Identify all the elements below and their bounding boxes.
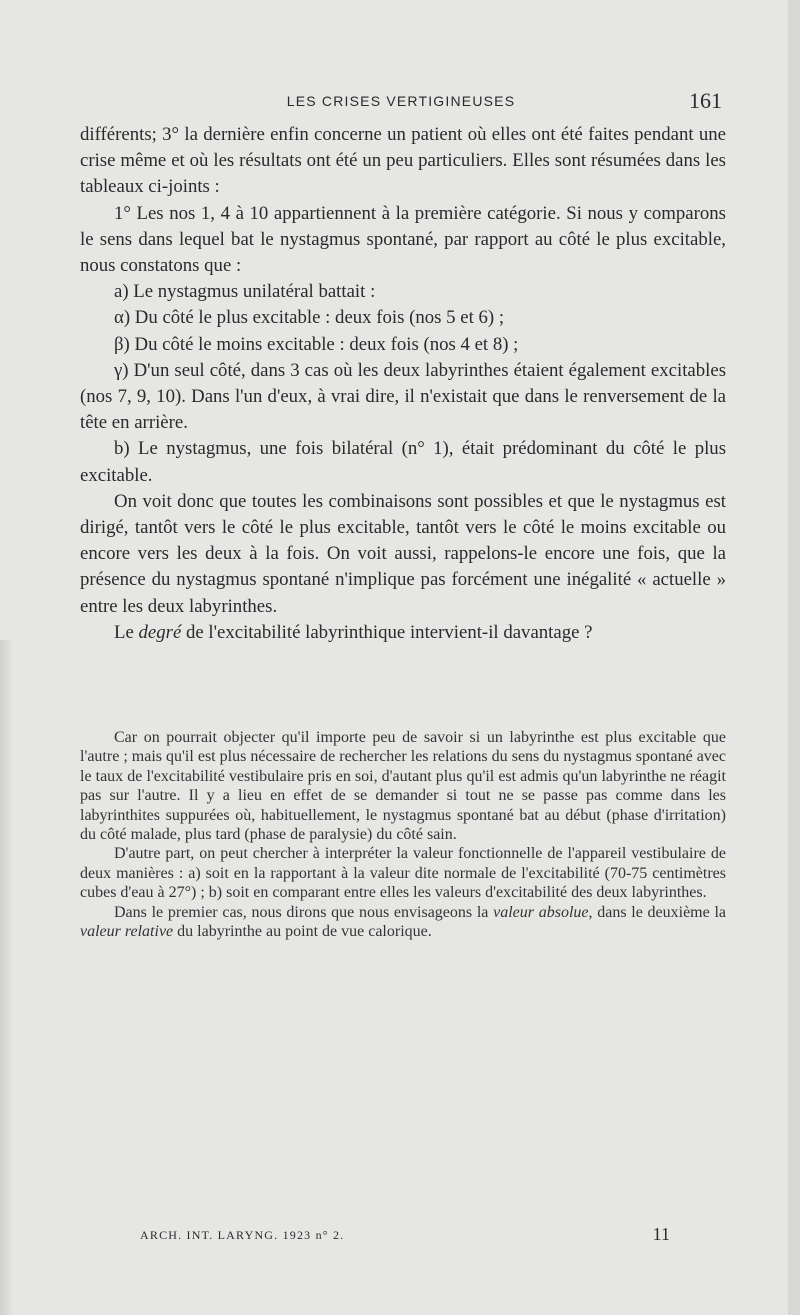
note-2: D'autre part, on peut chercher à interpréter la valeur fonctionnelle de l'appareil vestibulaire de deux manières : a) soit en la rapportant à la valeur dite normale de l'excitabilité (70-75 centimètres cubes d'eau à 27°) ; b) soit en comparant entre elles les valeurs d'excitabilité des deux labyrinthes. — [80, 845, 726, 902]
note-3-end: du labyrinthe au point de vue calorique. — [173, 923, 432, 941]
note-1: Car on pourrait objecter qu'il importe peu de savoir si un labyrinthe est plus excitable que l'autre ; mais qu'il est plus nécessaire de rechercher les relations du sens du nystagmus spontané avec le taux de l'excitabilité vestibulaire pris en soi, d'autant plus qu'il est admis qu'un labyrinthe ne réagit pas sur l'autre. Il y a lieu en effet de se demander si tout ne se passe pas comme dans les labyrinthites suppurées où, habituellement, le nystagmus spontané bat au début (phase d'irritation) du côté malade, plus tard (phase de paralysie) du côté sain. — [80, 729, 726, 844]
item-b: b) Le nystagmus, une fois bilatéral (n° 1), était prédominant du côté le plus excitable. — [80, 438, 726, 486]
item-gamma: γ) D'un seul côté, dans 3 cas où les deux labyrinthes étaient également excitables (nos 7, 9, 10). Dans l'un d'eux, à vrai dire, il n'existait que dans le renversement de la tête en arrière. — [80, 359, 726, 434]
note-3 — [80, 903, 726, 942]
page-footer — [140, 1224, 670, 1248]
item-a: a) Le nystagmus unilatéral battait : — [114, 281, 376, 303]
page-header — [80, 88, 722, 116]
note-3-mid: , dans le deuxième la — [588, 903, 726, 921]
note-3-italic-1: valeur absolue — [493, 903, 589, 921]
notes-section — [80, 728, 726, 941]
note-3-italic-2: valeur relative — [80, 923, 174, 941]
paragraph-2: 1° Les nos 1, 4 à 10 appartiennent à la première catégorie. Si nous y comparons le sens dans lequel bat le nystagmus spontané, par rapport au côté le plus excitable, nous constatons que : — [80, 202, 726, 277]
footer-signature: 11 — [652, 1224, 670, 1244]
paragraph-3: On voit donc que toutes les combinaisons sont possibles et que le nystagmus est dirigé, tantôt vers le côté le plus excitable, tantôt vers le côté le moins excitable ou encore vers les deux à la fois. On voit aussi, rappelons-le encore une fois, que la présence du nystagmus spontané n'implique pas forcément une inégalité « actuelle » entre les deux labyrinthes. — [80, 490, 726, 617]
page-edge-left — [0, 640, 14, 1315]
footer-journal: ARCH. INT. LARYNG. 1923 n° 2. — [140, 1228, 345, 1242]
main-text — [80, 122, 726, 646]
paragraph-4 — [80, 620, 726, 646]
item-beta: β) Du côté le moins excitable : deux fois (nos 4 et 8) ; — [114, 333, 519, 355]
item-alpha: α) Du côté le plus excitable : deux fois (nos 5 et 6) ; — [114, 307, 505, 329]
paragraph-4-end: de l'excitabilité labyrinthique intervient-il davantage ? — [181, 621, 593, 643]
paragraph-1: différents; 3° la dernière enfin concerne un patient où elles ont été faites pendant une crise même et où les résultats ont été un peu particuliers. Elles sont résumées dans les tableaux ci-joints : — [80, 124, 726, 198]
paragraph-4-italic: degré — [138, 621, 182, 643]
page-edge-right — [788, 0, 800, 1315]
running-title: LES CRISES VERTIGINEUSES — [286, 93, 516, 109]
paragraph-4-start: Le — [114, 621, 139, 643]
note-3-start: Dans le premier cas, nous dirons que nous envisageons la — [114, 903, 494, 921]
page-number: 161 — [689, 88, 722, 113]
